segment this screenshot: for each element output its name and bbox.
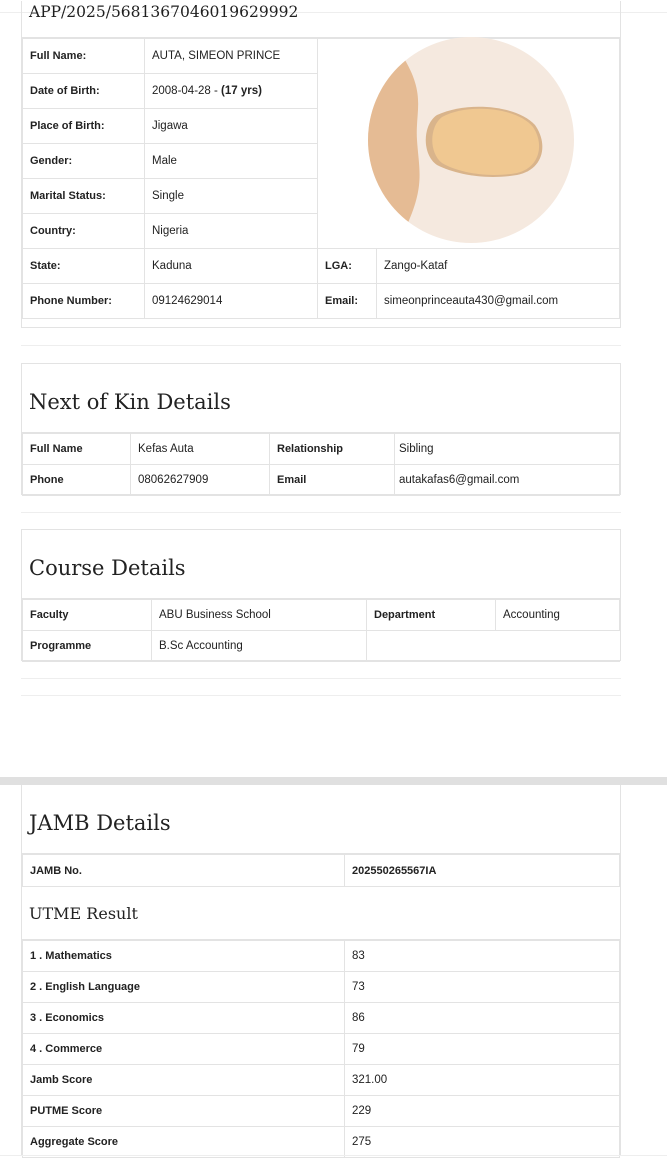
country-label: Country: xyxy=(23,214,145,249)
lga-value: Zango-Kataf xyxy=(377,249,620,284)
kin-name-label: Full Name xyxy=(23,434,131,465)
jamb-number-value: 202550265567IA xyxy=(345,855,620,887)
kin-email-label: Email xyxy=(270,465,395,496)
programme-value: B.Sc Accounting xyxy=(152,631,367,662)
personal-details-section xyxy=(21,1,621,328)
department-value: Accounting xyxy=(496,600,620,631)
putme-score-value: 229 xyxy=(345,1096,620,1127)
state-value: Kaduna xyxy=(145,249,318,284)
subject-row xyxy=(23,1003,620,1034)
subject-row xyxy=(23,972,620,1003)
subject-name: 2 . English Language xyxy=(23,972,345,1003)
full-name-value: AUTA, SIMEON PRINCE xyxy=(145,39,318,74)
subject-score: 73 xyxy=(345,972,620,1003)
section-divider xyxy=(21,512,621,513)
jamb-score-value: 321.00 xyxy=(345,1065,620,1096)
page-break-bar xyxy=(0,777,667,785)
dob-label: Date of Birth: xyxy=(23,74,145,109)
kin-relationship-value: Sibling xyxy=(395,434,620,465)
photo-cell xyxy=(318,39,620,249)
empty-cell xyxy=(367,631,620,662)
state-label: State: xyxy=(23,249,145,284)
course-details-table xyxy=(22,599,620,662)
jamb-details-section xyxy=(21,785,621,1156)
next-of-kin-title: Next of Kin Details xyxy=(22,364,620,433)
subject-score: 86 xyxy=(345,1003,620,1034)
subject-name: 4 . Commerce xyxy=(23,1034,345,1065)
page-bottom-divider xyxy=(0,1155,667,1156)
jamb-number-label: JAMB No. xyxy=(23,855,345,887)
application-number: APP/2025/5681367046019629992 xyxy=(22,1,620,38)
kin-phone-value: 08062627909 xyxy=(131,465,270,496)
avatar-placeholder-icon xyxy=(367,35,577,245)
subject-row xyxy=(23,941,620,972)
gender-value: Male xyxy=(145,144,318,179)
kin-relationship-label: Relationship xyxy=(270,434,395,465)
subject-row xyxy=(23,1034,620,1065)
section-divider xyxy=(21,695,621,696)
marital-label: Marital Status: xyxy=(23,179,145,214)
full-name-label: Full Name: xyxy=(23,39,145,74)
subject-score: 79 xyxy=(345,1034,620,1065)
utme-result-table xyxy=(22,940,620,1158)
subject-name: 3 . Economics xyxy=(23,1003,345,1034)
pob-value: Jigawa xyxy=(145,109,318,144)
email-value: simeonprinceauta430@gmail.com xyxy=(377,284,620,319)
aggregate-score-value: 275 xyxy=(345,1127,620,1158)
course-details-section xyxy=(21,529,621,661)
gender-label: Gender: xyxy=(23,144,145,179)
programme-label: Programme xyxy=(23,631,152,662)
aggregate-score-label: Aggregate Score xyxy=(23,1127,345,1158)
marital-value: Single xyxy=(145,179,318,214)
phone-label: Phone Number: xyxy=(23,284,145,319)
next-of-kin-table xyxy=(22,433,620,496)
jamb-details-title: JAMB Details xyxy=(22,785,620,854)
country-value: Nigeria xyxy=(145,214,318,249)
next-of-kin-section xyxy=(21,363,621,495)
department-label: Department xyxy=(367,600,496,631)
dob-date: 2008-04-28 - xyxy=(152,85,222,97)
subject-score: 83 xyxy=(345,941,620,972)
putme-score-label: PUTME Score xyxy=(23,1096,345,1127)
section-divider xyxy=(21,345,621,346)
utme-result-title: UTME Result xyxy=(22,887,620,940)
subject-name: 1 . Mathematics xyxy=(23,941,345,972)
email-label: Email: xyxy=(318,284,377,319)
faculty-value: ABU Business School xyxy=(152,600,367,631)
kin-email-value: autakafas6@gmail.com xyxy=(395,465,620,496)
phone-value: 09124629014 xyxy=(145,284,318,319)
dob-value xyxy=(145,74,318,109)
kin-phone-label: Phone xyxy=(23,465,131,496)
section-divider xyxy=(21,678,621,679)
kin-name-value: Kefas Auta xyxy=(131,434,270,465)
age-value: (17 yrs) xyxy=(221,85,262,97)
pob-label: Place of Birth: xyxy=(23,109,145,144)
faculty-label: Faculty xyxy=(23,600,152,631)
personal-details-table xyxy=(22,38,620,319)
jamb-score-label: Jamb Score xyxy=(23,1065,345,1096)
jamb-number-table xyxy=(22,854,620,887)
course-details-title: Course Details xyxy=(22,530,620,599)
lga-label: LGA: xyxy=(318,249,377,284)
